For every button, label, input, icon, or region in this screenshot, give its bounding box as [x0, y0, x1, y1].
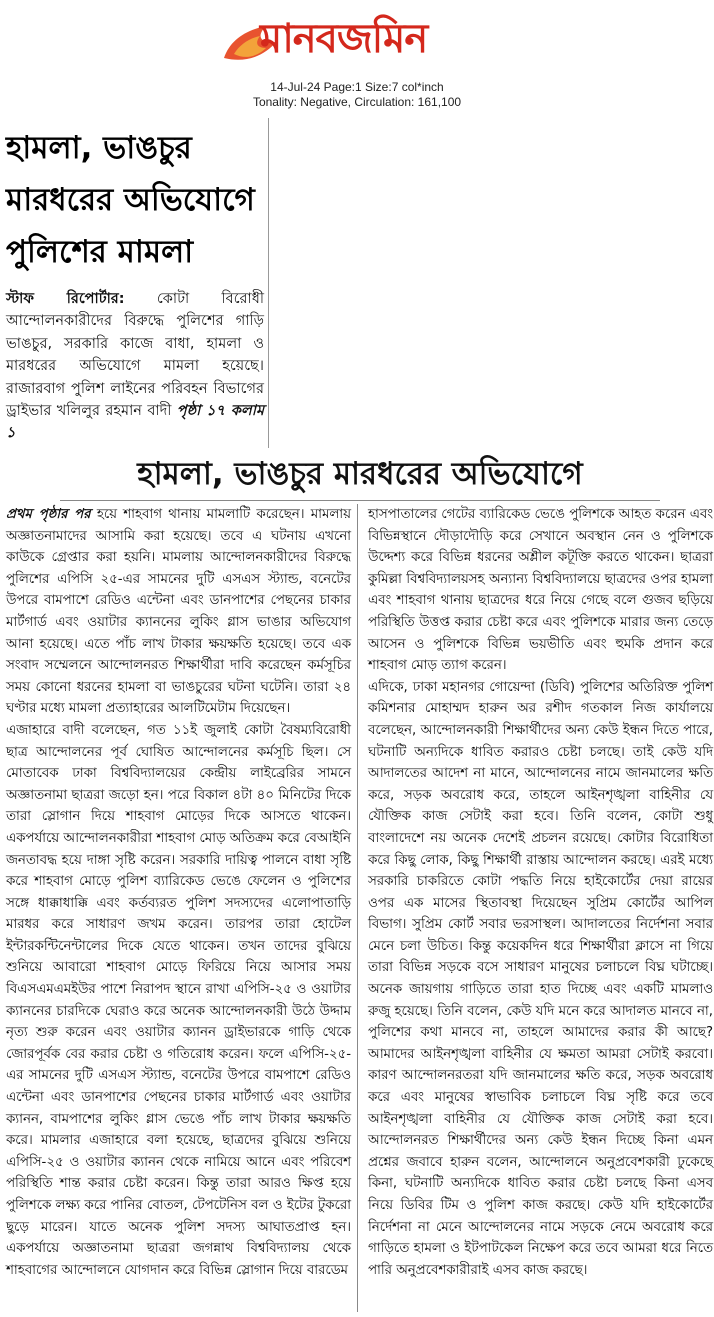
logo-text: মানবজমিন: [260, 15, 428, 62]
continued-tag: প্রথম পৃষ্ঠার পর: [6, 507, 91, 522]
clip-meta-tonality: Tonality: Negative, Circulation: 161,100: [252, 95, 462, 109]
clip-meta-date-size: 14-Jul-24 Page:1 Size:7 col*inch: [270, 80, 444, 94]
story-column-right: [368, 504, 713, 1281]
paragraph-text: হয়ে শাহবাগ থানায় মামলাটি করেছেন। মামলায় অজ্ঞাতনামাদের আসামি করা হয়েছে। তবে এ ঘটনায় এখনো কাউকে গ্রেপ্তার করা হয়নি। মামলায় আন্দোলনকারীদের বিরুদ্ধে পুলিশের এপিসি ২৫-এর সামনের দুটি এসএস স্ট্যান্ড, বনেটের উপরে বামপাশে রেডিও এন্টেনা এবং ডানপাশের পেছনের চাকার মার্টগার্ড এবং ওয়াটার ক্যাননের লুকিং গ্লাস ভাঙার অভিযোগ আনা হয়েছে। এতে পাঁচ লাখ টাকার ক্ষয়ক্ষতি হয়েছে। তবে এক সংবাদ সম্মেলনে আন্দোলনরত শিক্ষার্থীরা দাবি করেছেন কর্মসূচির সময় কোনো ধরনের হামলা বা ভাঙচুরের ঘটনা ঘটেনি। তারা ২৪ ঘণ্টার মধ্যে মামলা প্রত্যাহারের আলটিমেটাম দিয়েছেন।: [6, 507, 351, 717]
story-headline: হামলা, ভাঙচুর মারধরের অভিযোগে: [60, 448, 660, 501]
masthead: [0, 0, 714, 109]
front-body: [6, 288, 264, 445]
front-page-teaser: [0, 118, 269, 448]
front-body-text: কোটা বিরোধী আন্দোলনকারীদের বিরুদ্ধে পুলিশের গাড়ি ভাঙচুর, সরকারি কাজে বাধা, হামলা ও মারধরের অভিযোগে মামলা হয়েছে। রাজারবাগ পুলিশ লাইনের পরিবহন বিভাগের ড্রাইভার খলিলুর রহমান বাদী: [6, 291, 265, 420]
column-divider: [357, 504, 358, 1312]
front-headline: হামলা, ভাঙচুর মারধরের অভিযোগে পুলিশের মামলা: [6, 130, 255, 270]
story-column-left: [6, 504, 351, 1281]
byline: স্টাফ রিপোর্টার:: [6, 291, 125, 307]
story-paragraph: হাসপাতালের গেটের ব্যারিকেড ভেঙে পুলিশকে আহত করেন এবং বিভিন্নস্থানে দৌড়াদৌড়ি করে সেখানে অবস্থান নেন ও পুলিশকে উদ্দেশ্য করে বিভিন্ন ধরনের অশ্লীল কটূক্তি করতে থাকেন। ছাত্ররা কুমিল্লা বিশ্ববিদ্যালয়সহ অন্যান্য বিশ্ববিদ্যালয়ে ছাত্রদের ওপর হামলা এবং শাহবাগ থানায় ছাত্রদের ধরে নিয়ে গেছে বলে গুজব ছড়িয়ে পরিস্থিতি উত্তপ্ত করার চেষ্টা করে এবং পুলিশকে মারার জন্য তেড়ে আসেন ও পুলিশকে বিভিন্ন ভয়ভীতি এবং হুমকি প্রদান করে শাহবাগ মোড় ত্যাগ করেন।: [368, 507, 713, 674]
newspaper-logo: [220, 6, 500, 72]
jump-line: পৃষ্ঠা ১৭ কলাম ১: [6, 403, 264, 442]
story-paragraph: [6, 504, 351, 720]
story-paragraph: এদিকে, ঢাকা মহানগর গোয়েন্দা (ডিবি) পুলিশের অতিরিক্ত পুলিশ কমিশনার মোহাম্মদ হারুন অর রশীদ গতকাল নিজ কার্যালয়ে বলেছেন, আন্দোলনকারী শিক্ষার্থীদের অন্য কেউ ইন্ধন দিতে পারে, ঘটনাটি অন্যদিকে ধাবিত করারও চেষ্টা চলছে। তাই কেউ যদি আদালতের আদেশ না মানে, আন্দোলনের নামে জানমালের ক্ষতি করে, সড়ক অবরোধ করে, তাহলে আইনশৃঙ্খলা বাহিনীর যে যৌক্তিক কাজ সেটাই করা হবে। তিনি বলেন, কোটা শুধু বাংলাদেশে নয় অনেক দেশেই প্রচলন রয়েছে। কোটার বিরোধিতা করে কিছু লোক, কিছু শিক্ষার্থী রাস্তায় আন্দোলন করছে। এরই মধ্যে সরকারি চাকরিতে কোটা পদ্ধতি নিয়ে হাইকোর্টের দেয়া রায়ের ওপর এক মাসের স্থিতাবস্থা দিয়েছেন সুপ্রিম কোর্টের আপিল বিভাগ। সুপ্রিম কোর্ট সবার ভরসাস্থল। আদালতের নির্দেশনা সবার মেনে চলা উচিত। কিন্তু কয়েকদিন ধরে শিক্ষার্থীরা ক্লাসে না গিয়ে তারা বিভিন্ন সড়কে বসে সাধারণ মানুষের চলাচলে বিঘ্ন ঘটাচ্ছে। অনেক জায়গায় গাড়িতে তারা হাত দিচ্ছে এবং একটি মামলাও রুজু হয়েছে। তিনি বলেন, কেউ যদি মনে করে আদালত মানবে না, পুলিশের কথা মানবে না, তাহলে আমাদের করার কী আছে? আমাদের আইনশৃঙ্খলা বাহিনীর যে ক্ষমতা আমরা সেটাই করবো। কারণ আন্দোলনরতরা যদি জানমালের ক্ষতি করে, সড়ক অবরোধ করে এবং মানুষের স্বাভাবিক চলাচলে বিঘ্ন সৃষ্টি করে তবে আইনশৃঙ্খলা বাহিনীর যে যৌক্তিক কাজ সেটাই করা হবে। আন্দোলনরত শিক্ষার্থীদের অন্য কেউ ইন্ধন দিচ্ছে কিনা এমন প্রশ্নের জবাবে হারুন বলেন, আন্দোলনে অনুপ্রবেশকারী ঢুকেছে কিনা, ঘটনাটি অন্যদিকে ধাবিত করার চেষ্টা চলছে কিনা এসব নিয়ে ডিবির টিম ও পুলিশ কাজ করছে। কেউ যদি হাইকোর্টের নির্দেশনা না মেনে আন্দোলনের নামে সড়কে নেমে অবরোধ করে গাড়িতে হামলা ও ইটপাটকেল নিক্ষেপ করে তবে আমরা ধরে নিতে পারি অনুপ্রবেশকারীরাই এসব কাজ করছে।: [368, 679, 713, 1278]
story-paragraph: এজাহারে বাদী বলেছেন, গত ১১ই জুলাই কোটা বৈষম্যবিরোধী ছাত্র আন্দোলনের পূর্ব ঘোষিত আন্দোলনের কর্মসূচি ছিল। সে মোতাবেক ঢাকা বিশ্ববিদ্যালয়ের কেন্দ্রীয় লাইব্রেরির সামনে অজ্ঞাতনামা ছাত্ররা জড়ো হন। পরে বিকাল ৪টা ৪০ মিনিটের দিকে তারা স্লোগান দিয়ে শাহবাগ মোড়ের দিকে আসতে থাকেন। একপর্যায়ে আন্দোলনকারীরা শাহবাগ মোড় অতিক্রম করে বেআইনি জনতাবদ্ধ হয়ে দাঙ্গা সৃষ্টি করেন। সরকারি দায়িত্ব পালনে বাধা সৃষ্টি করে শাহবাগ মোড়ে পুলিশ ব্যারিকেড ভেঙে ফেলেন ও পুলিশের সঙ্গে ধাক্কাধাক্কি এবং কর্তব্যরত পুলিশ সদস্যদের এলোপাতাড়ি মারধর করে সাধারণ জখম করেন। তারপর তারা হোটেল ইন্টারকন্টিনেন্টালের দিকে যেতে থাকেন। তখন তাদের বুঝিয়ে শুনিয়ে আবারো শাহবাগ মোড়ে ফিরিয়ে নিয়ে আসার সময় বিএসএমএমইউর পাশে নিরাপদ স্থানে রাখা এপিসি-২৫ ও ওয়াটার ক্যাননের চারদিকে ঘেরাও করে অনেক আন্দোলনকারী উঠে উদ্দাম নৃত্য শুরু করেন এবং ওয়াটার ক্যানন ড্রাইভারকে গাড়ি থেকে জোরপূর্বক বের করার চেষ্টা ও গতিরোধ করেন। ফলে এপিসি-২৫-এর সামনের দুটি এসএস স্ট্যান্ড, বনেটের উপরে বামপাশে রেডিও এন্টেনা এবং ডানপাশের পেছনের চাকার মার্টগার্ড এবং ওয়াটার ক্যানন, বামপাশের লুকিং গ্লাস ভেঙে পাঁচ লাখ টাকার ক্ষয়ক্ষতি করে। মামলার এজাহারে বলা হয়েছে, ছাত্রদের বুঝিয়ে শুনিয়ে এপিসি-২৫ ও ওয়াটার ক্যানন থেকে নামিয়ে আনে এবং পরিবেশ পরিস্থিতি শান্ত করার চেষ্টা করেন। কিন্তু তারা আরও ক্ষিপ্ত হয়ে পুলিশকে লক্ষ্য করে পানির বোতল, টেপটেনিস বল ও ইটের টুকরো ছুড়ে মারেন। যাতে অনেক পুলিশ সদস্য আঘাতপ্রাপ্ত হন। একপর্যায়ে অজ্ঞাতনামা ছাত্ররা জগন্নাথ বিশ্ববিদ্যালয় থেকে শাহবাগের আন্দোলনে যোগদান করে বিভিন্ন স্লোগান দিয়ে বারডেম: [6, 722, 351, 1278]
